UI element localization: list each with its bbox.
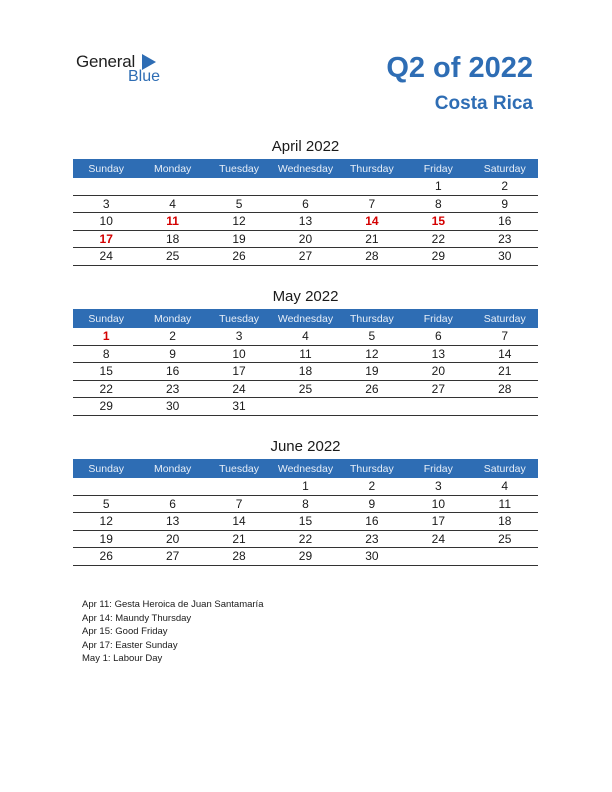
empty-day-cell	[472, 548, 538, 566]
weekday-header: Wednesday	[272, 159, 338, 178]
holiday-item: Apr 14: Maundy Thursday	[82, 612, 192, 624]
logo-general-text: General	[76, 52, 136, 71]
day-cell: 9	[139, 345, 205, 363]
month-grid	[73, 459, 538, 566]
day-cell: 13	[272, 213, 338, 231]
day-cell: 26	[339, 380, 405, 398]
day-cell: 19	[206, 230, 272, 248]
empty-day-cell	[272, 178, 338, 195]
week-row	[73, 363, 538, 381]
weekday-header: Wednesday	[272, 459, 338, 478]
holiday-item: Apr 11: Gesta Heroica de Juan Santamaría	[82, 599, 264, 610]
month-grid	[73, 159, 538, 266]
day-cell: 28	[472, 380, 538, 398]
day-cell: 9	[472, 195, 538, 213]
week-row	[73, 530, 538, 548]
day-cell: 2	[339, 478, 405, 495]
week-row	[73, 513, 538, 531]
day-cell: 16	[339, 513, 405, 531]
empty-day-cell	[139, 478, 205, 495]
holiday-item: Apr 15: Good Friday	[82, 626, 168, 637]
day-cell: 31	[206, 398, 272, 416]
day-cell: 30	[339, 548, 405, 566]
day-cell: 26	[73, 548, 139, 566]
weekday-header-row	[73, 459, 538, 478]
weekday-header: Monday	[139, 459, 205, 478]
day-cell: 4	[272, 328, 338, 345]
day-cell: 20	[139, 530, 205, 548]
day-cell: 7	[206, 495, 272, 513]
day-cell: 5	[339, 328, 405, 345]
week-row	[73, 248, 538, 266]
month-title: May 2022	[272, 288, 339, 305]
day-cell: 30	[139, 398, 205, 416]
day-cell: 21	[472, 363, 538, 381]
day-cell: 29	[405, 248, 471, 266]
day-cell: 6	[272, 195, 338, 213]
day-cell: 2	[139, 328, 205, 345]
day-cell: 20	[405, 363, 471, 381]
weekday-header: Monday	[139, 309, 205, 328]
week-row	[73, 478, 538, 495]
day-cell: 23	[472, 230, 538, 248]
day-cell: 16	[139, 363, 205, 381]
day-cell: 11	[272, 345, 338, 363]
day-cell: 12	[339, 345, 405, 363]
empty-day-cell	[339, 178, 405, 195]
day-cell: 15	[405, 213, 471, 231]
day-cell: 1	[405, 178, 471, 195]
day-cell: 12	[206, 213, 272, 231]
day-cell: 5	[73, 495, 139, 513]
weekday-header: Thursday	[339, 309, 405, 328]
day-cell: 18	[472, 513, 538, 531]
day-cell: 4	[472, 478, 538, 495]
week-row	[73, 345, 538, 363]
day-cell: 24	[405, 530, 471, 548]
day-cell: 3	[73, 195, 139, 213]
empty-day-cell	[206, 478, 272, 495]
week-row	[73, 548, 538, 566]
day-cell: 19	[73, 530, 139, 548]
weekday-header: Friday	[405, 459, 471, 478]
day-cell: 5	[206, 195, 272, 213]
empty-day-cell	[73, 478, 139, 495]
day-cell: 24	[73, 248, 139, 266]
weekday-header-row	[73, 309, 538, 328]
day-cell: 3	[405, 478, 471, 495]
weekday-header: Wednesday	[272, 309, 338, 328]
month-title: April 2022	[271, 138, 340, 155]
day-cell: 17	[73, 230, 139, 248]
logo-blue-text: Blue	[128, 68, 161, 85]
day-cell: 26	[206, 248, 272, 266]
day-cell: 19	[339, 363, 405, 381]
month-calendar	[73, 287, 538, 416]
day-cell: 14	[206, 513, 272, 531]
day-cell: 30	[472, 248, 538, 266]
day-cell: 27	[139, 548, 205, 566]
weekday-header: Tuesday	[206, 159, 272, 178]
holiday-item: May 1: Labour Day	[82, 653, 163, 664]
day-cell: 9	[339, 495, 405, 513]
day-cell: 18	[272, 363, 338, 381]
day-cell: 22	[272, 530, 338, 548]
empty-day-cell	[405, 398, 471, 416]
weekday-header: Saturday	[472, 309, 538, 328]
brand-logo	[76, 52, 186, 88]
week-row	[73, 213, 538, 231]
week-row	[73, 380, 538, 398]
weekday-header: Sunday	[73, 459, 139, 478]
empty-day-cell	[339, 398, 405, 416]
weekday-header: Thursday	[339, 159, 405, 178]
day-cell: 6	[139, 495, 205, 513]
day-cell: 18	[139, 230, 205, 248]
day-cell: 7	[472, 328, 538, 345]
weekday-header-row	[73, 159, 538, 178]
weekday-header: Friday	[405, 159, 471, 178]
day-cell: 21	[206, 530, 272, 548]
day-cell: 10	[206, 345, 272, 363]
day-cell: 15	[272, 513, 338, 531]
day-cell: 28	[339, 248, 405, 266]
day-cell: 20	[272, 230, 338, 248]
week-row	[73, 398, 538, 416]
day-cell: 25	[139, 248, 205, 266]
month-title: June 2022	[270, 438, 341, 455]
day-cell: 1	[272, 478, 338, 495]
empty-day-cell	[73, 178, 139, 195]
weekday-header: Saturday	[472, 159, 538, 178]
day-cell: 1	[73, 328, 139, 345]
holiday-item: Apr 17: Easter Sunday	[82, 639, 178, 651]
week-row	[73, 195, 538, 213]
day-cell: 11	[139, 213, 205, 231]
day-cell: 2	[472, 178, 538, 195]
day-cell: 28	[206, 548, 272, 566]
week-row	[73, 328, 538, 345]
day-cell: 23	[139, 380, 205, 398]
day-cell: 14	[339, 213, 405, 231]
weekday-header: Friday	[405, 309, 471, 328]
weekday-header: Saturday	[472, 459, 538, 478]
day-cell: 11	[472, 495, 538, 513]
day-cell: 12	[73, 513, 139, 531]
day-cell: 27	[405, 380, 471, 398]
page-title: Q2 of 2022	[386, 52, 533, 84]
day-cell: 13	[405, 345, 471, 363]
day-cell: 10	[73, 213, 139, 231]
day-cell: 8	[73, 345, 139, 363]
empty-day-cell	[405, 548, 471, 566]
day-cell: 22	[73, 380, 139, 398]
day-cell: 10	[405, 495, 471, 513]
day-cell: 6	[405, 328, 471, 345]
empty-day-cell	[272, 398, 338, 416]
empty-day-cell	[472, 398, 538, 416]
country-name: Costa Rica	[434, 93, 533, 114]
day-cell: 15	[73, 363, 139, 381]
day-cell: 7	[339, 195, 405, 213]
day-cell: 25	[272, 380, 338, 398]
day-cell: 14	[472, 345, 538, 363]
day-cell: 29	[73, 398, 139, 416]
week-row	[73, 230, 538, 248]
week-row	[73, 178, 538, 195]
weekday-header: Sunday	[73, 159, 139, 178]
month-calendar	[73, 437, 538, 566]
weekday-header: Monday	[139, 159, 205, 178]
day-cell: 16	[472, 213, 538, 231]
month-grid	[73, 309, 538, 416]
day-cell: 25	[472, 530, 538, 548]
weekday-header: Tuesday	[206, 459, 272, 478]
day-cell: 17	[405, 513, 471, 531]
day-cell: 24	[206, 380, 272, 398]
empty-day-cell	[206, 178, 272, 195]
day-cell: 8	[272, 495, 338, 513]
weekday-header: Thursday	[339, 459, 405, 478]
day-cell: 27	[272, 248, 338, 266]
day-cell: 8	[405, 195, 471, 213]
day-cell: 13	[139, 513, 205, 531]
day-cell: 3	[206, 328, 272, 345]
day-cell: 29	[272, 548, 338, 566]
week-row	[73, 495, 538, 513]
empty-day-cell	[139, 178, 205, 195]
holiday-list	[82, 598, 263, 666]
day-cell: 4	[139, 195, 205, 213]
day-cell: 21	[339, 230, 405, 248]
weekday-header: Sunday	[73, 309, 139, 328]
day-cell: 22	[405, 230, 471, 248]
month-calendar	[73, 137, 538, 266]
weekday-header: Tuesday	[206, 309, 272, 328]
day-cell: 23	[339, 530, 405, 548]
day-cell: 17	[206, 363, 272, 381]
